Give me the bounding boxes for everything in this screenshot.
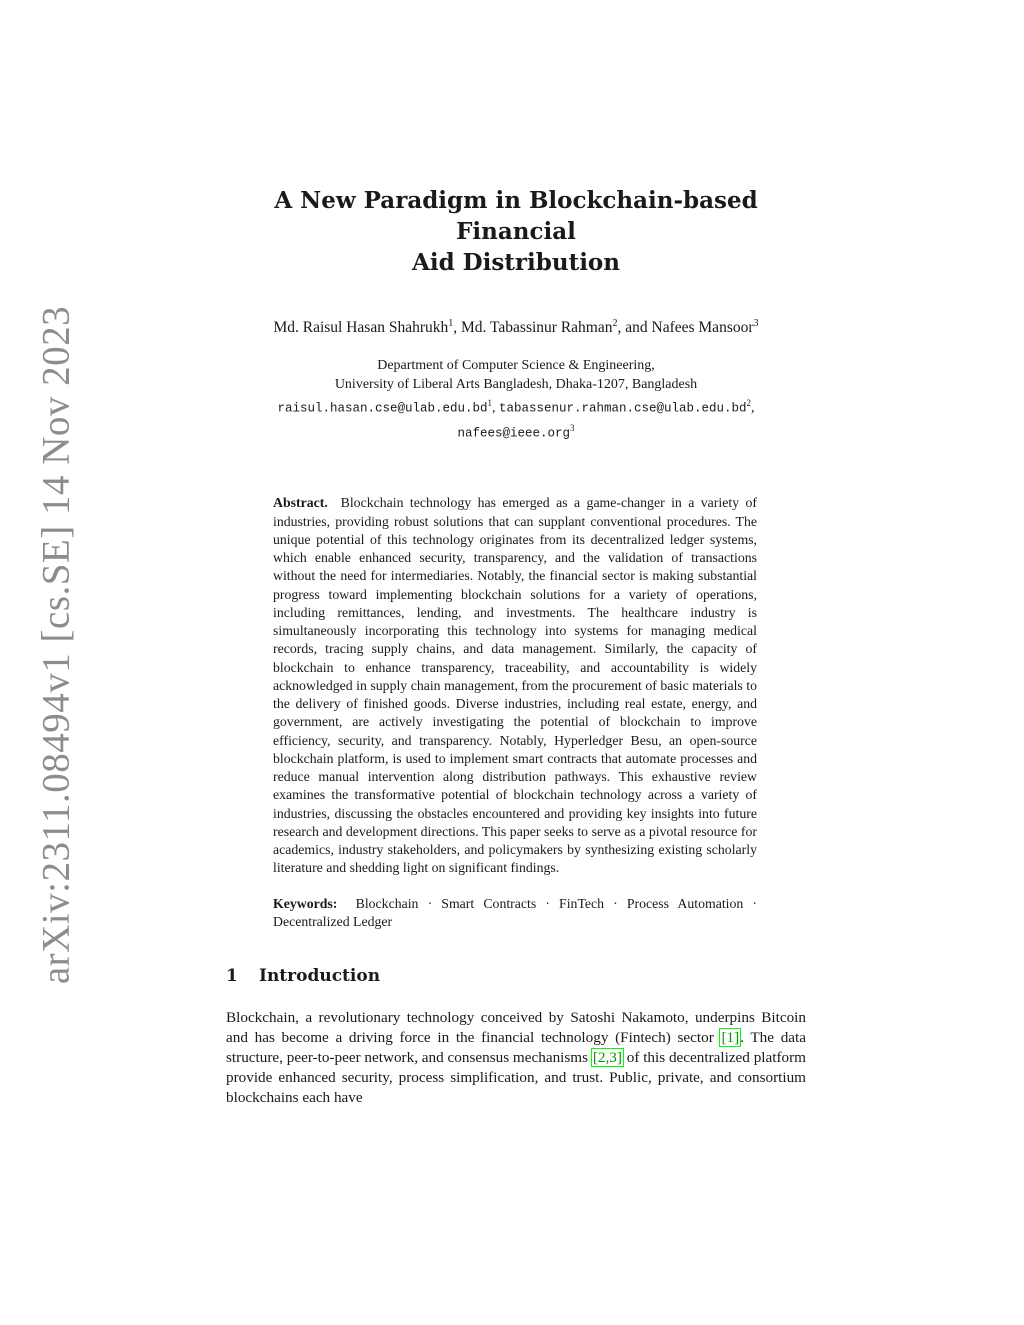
arxiv-identifier: arXiv:2311.08494v1 [cs.SE] 14 Nov 2023 — [34, 305, 78, 985]
author-separator: , — [453, 319, 462, 337]
paper-page — [226, 185, 806, 1108]
section-heading — [226, 966, 806, 986]
paper-title — [226, 185, 806, 278]
intro-paragraph — [226, 1008, 806, 1108]
intro-text-3: of this decentralized platform provide enhanced security, process simplification, and trust. Public, private, and consortium blockchains each have — [226, 1048, 806, 1106]
affiliation-university: University of Liberal Arts Bangladesh, Dhaka-1207, Bangladesh — [334, 377, 698, 393]
email-2-affil: 2 — [746, 398, 752, 409]
keywords-text: Blockchain · Smart Contracts · FinTech · Process Automation · Decentralized Ledger — [273, 895, 758, 930]
abstract-text: Blockchain technology has emerged as a game-changer in a variety of industries, providing robust solutions that can supplant conventional procedures. The unique potential of this technology originates from its decentralized ledger systems, which enable enhanced security, transparency, and the validation of transactions without the need for intermediaries. Notably, the financial sector is making substantial progress toward implementing blockchain solutions for a variety of operations, including remittances, lending, and investments. The healthcare industry is simultaneously incorporating this technology into systems for managing medical records, tracing supply chains, and data management. Similarly, the capacity of blockchain to enhance transparency, traceability, and accountability is widely acknowledged in supply chain management, from the procurement of basic materials to the delivery of finished goods. Diverse industries, including real estate, energy, and government, are actively investigating the potential of blockchain to improve efficiency, security, and transparency. Notably, Hyperledger Besu, an open-source blockchain platform, is used to implement smart contracts that automate processes and reduce manual intervention along distribution pathways. This exhaustive review examines the transformative potential of blockchain technology across a variety of industries, discussing the obstacles encountered and providing key insights into future research and development directions. This paper seeks to serve as a pivotal resource for academics, industry stakeholders, and policymakers by synthesizing existing scholarly literature and shedding light on significant findings. — [273, 495, 757, 876]
email-3[interactable]: nafees@ieee.org — [457, 426, 571, 441]
email-1-affil: 1 — [487, 398, 492, 409]
author-1: Md. Raisul Hasan Shahrukh — [273, 319, 449, 337]
section-number: 1 — [226, 965, 238, 986]
title-line-1: A New Paradigm in Blockchain-based Financial — [274, 187, 758, 245]
keywords-label: Keywords: — [273, 895, 338, 911]
abstract-label: Abstract. — [273, 495, 328, 511]
keywords — [273, 895, 757, 932]
author-3-affil: 3 — [753, 318, 759, 329]
email-line — [226, 419, 806, 444]
citation-link[interactable]: [2,3] — [592, 1048, 622, 1066]
intro-text-1: Blockchain, a revolutionary technology conceived by Satoshi Nakamoto, underpins Bitcoin and has become a driving force in the financial technology (Fintech) sector — [226, 1008, 806, 1046]
email-3-affil: 3 — [570, 422, 575, 433]
author-list — [226, 318, 806, 337]
email-1[interactable]: raisul.hasan.cse@ulab.edu.bd — [277, 401, 488, 416]
email-2[interactable]: tabassenur.rahman.cse@ulab.edu.bd — [499, 401, 747, 416]
section-title: Introduction — [259, 965, 381, 986]
author-separator: , and — [617, 319, 652, 337]
intro-text-2: . The data structure, peer-to-peer network, and consensus mechanisms — [226, 1028, 806, 1066]
title-line-2: Aid Distribution — [411, 249, 620, 276]
author-2-affil: 2 — [612, 318, 618, 329]
author-2: Md. Tabassinur Rahman — [461, 319, 613, 337]
author-3: Nafees Mansoor — [651, 319, 754, 337]
abstract — [273, 494, 757, 877]
citation-link[interactable]: [1] — [721, 1028, 740, 1046]
email-line: $raisul.hasan.cse@ulab.edu.bd^1$, $tabassenur.rahman.cse@ulab.edu.bd^2$, — [277, 398, 755, 416]
affiliation-department: Department of Computer Science & Engineering, — [377, 358, 655, 374]
author-1-affil: 1 — [448, 318, 454, 329]
affiliation-block — [226, 356, 806, 443]
